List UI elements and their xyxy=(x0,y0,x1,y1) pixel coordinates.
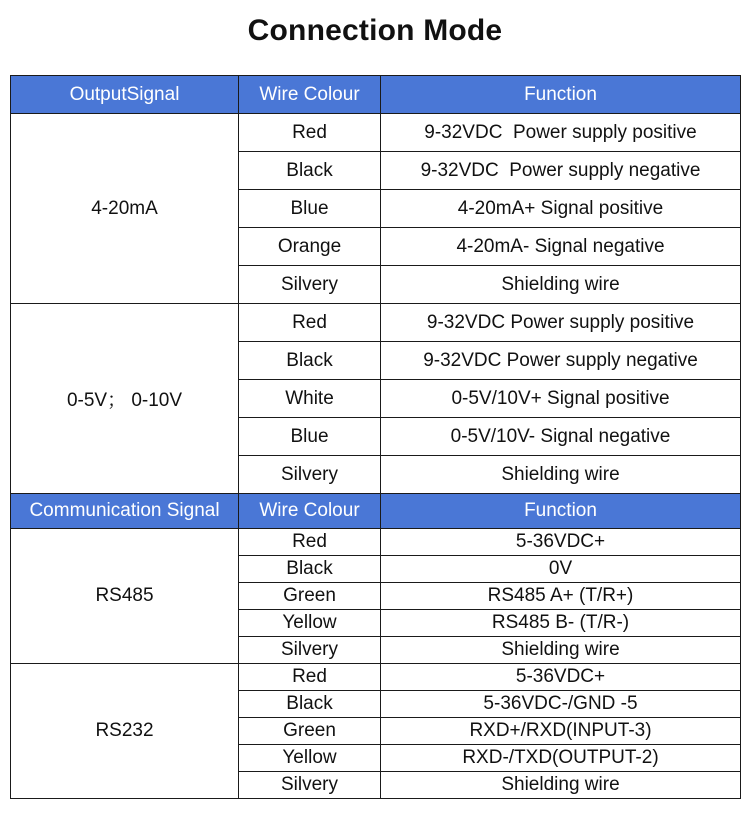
function-cell: 0V xyxy=(381,556,741,583)
wire-colour-cell: Red xyxy=(239,304,381,342)
signal-type-cell: RS232 xyxy=(11,664,239,799)
wire-colour-cell: Silvery xyxy=(239,637,381,664)
wire-colour-cell: Green xyxy=(239,583,381,610)
wire-colour-cell: Orange xyxy=(239,228,381,266)
wire-colour-cell: Black xyxy=(239,342,381,380)
wire-colour-cell: Blue xyxy=(239,190,381,228)
function-cell: 9-32VDC Power supply positive xyxy=(381,114,741,152)
wire-colour-cell: White xyxy=(239,380,381,418)
page-title: Connection Mode xyxy=(247,14,503,47)
wire-colour-cell: Yellow xyxy=(239,745,381,772)
table-row xyxy=(11,664,741,691)
wire-colour-cell: Green xyxy=(239,718,381,745)
wire-colour-cell: Black xyxy=(239,152,381,190)
function-cell: 0-5V/10V+ Signal positive xyxy=(381,380,741,418)
function-cell: 9-32VDC Power supply positive xyxy=(381,304,741,342)
function-cell: RXD+/RXD(INPUT-3) xyxy=(381,718,741,745)
table-row xyxy=(11,114,741,152)
wire-colour-cell: Blue xyxy=(239,418,381,456)
wire-colour-cell: Silvery xyxy=(239,266,381,304)
table-row xyxy=(11,529,741,556)
table-row xyxy=(11,304,741,342)
function-cell: 4-20mA+ Signal positive xyxy=(381,190,741,228)
wire-colour-cell: Silvery xyxy=(239,456,381,494)
function-cell: RXD-/TXD(OUTPUT-2) xyxy=(381,745,741,772)
header-wire-colour: Wire Colour xyxy=(239,494,381,529)
header-communication-signal: Communication Signal xyxy=(11,494,239,529)
header-function: Function xyxy=(381,76,741,114)
wire-colour-cell: Black xyxy=(239,556,381,583)
function-cell: Shielding wire xyxy=(381,637,741,664)
function-cell: Shielding wire xyxy=(381,266,741,304)
header-wire-colour: Wire Colour xyxy=(239,76,381,114)
wire-colour-cell: Silvery xyxy=(239,772,381,799)
function-cell: 9-32VDC Power supply negative xyxy=(381,152,741,190)
wire-colour-cell: Red xyxy=(239,114,381,152)
function-cell: 0-5V/10V- Signal negative xyxy=(381,418,741,456)
signal-type-cell: RS485 xyxy=(11,529,239,664)
signal-type-cell: 0-5V； 0-10V xyxy=(11,304,239,494)
wire-colour-cell: Black xyxy=(239,691,381,718)
function-cell: RS485 A+ (T/R+) xyxy=(381,583,741,610)
header-row-output xyxy=(11,76,741,114)
function-cell: 5-36VDC-/GND -5 xyxy=(381,691,741,718)
wire-colour-cell: Yellow xyxy=(239,610,381,637)
function-cell: 4-20mA- Signal negative xyxy=(381,228,741,266)
connection-table xyxy=(10,75,741,799)
signal-type-cell: 4-20mA xyxy=(11,114,239,304)
header-row-communication xyxy=(11,494,741,529)
wire-colour-cell: Red xyxy=(239,529,381,556)
wire-colour-cell: Red xyxy=(239,664,381,691)
function-cell: 5-36VDC+ xyxy=(381,529,741,556)
function-cell: 5-36VDC+ xyxy=(381,664,741,691)
function-cell: Shielding wire xyxy=(381,456,741,494)
header-output-signal: OutputSignal xyxy=(11,76,239,114)
function-cell: Shielding wire xyxy=(381,772,741,799)
function-cell: RS485 B- (T/R-) xyxy=(381,610,741,637)
function-cell: 9-32VDC Power supply negative xyxy=(381,342,741,380)
header-function: Function xyxy=(381,494,741,529)
